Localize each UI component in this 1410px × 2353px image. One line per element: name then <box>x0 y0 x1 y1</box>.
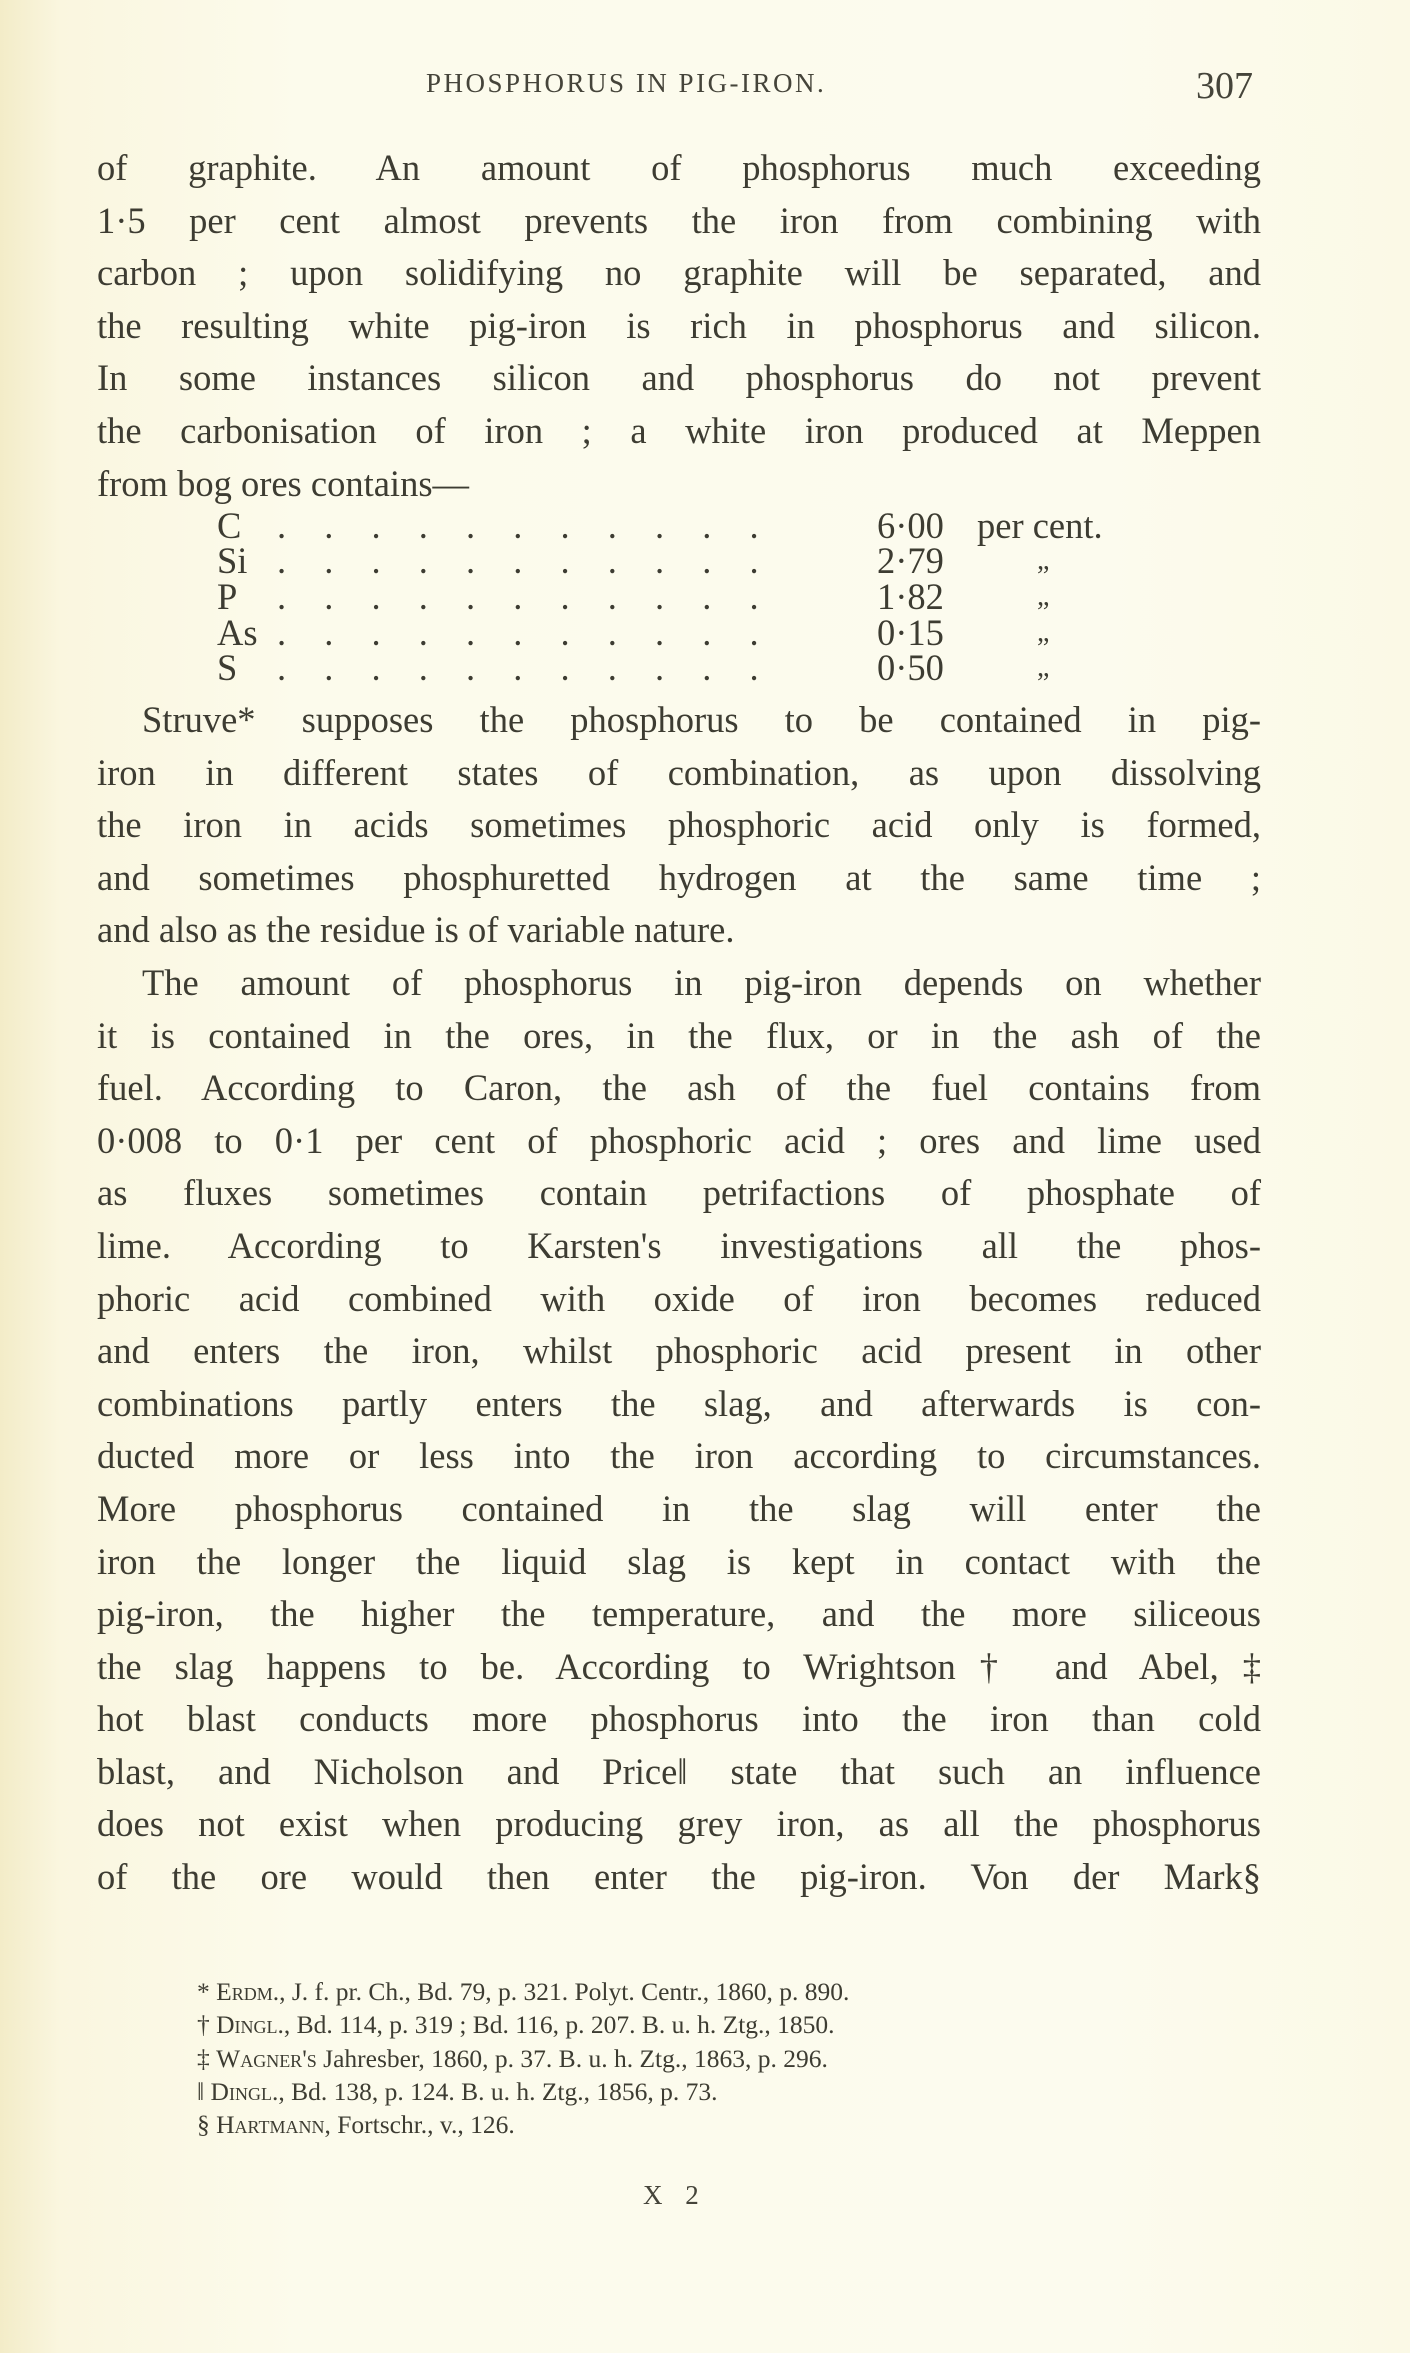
leader-dots: . . . . . . . . . . . <box>277 504 774 546</box>
signature-mark: X 2 <box>643 2180 707 2210</box>
footnote-author: Dingl. <box>216 2010 284 2040</box>
text-line: Struve* supposes the phosphorus to be contained in pig- <box>142 699 1261 740</box>
element-symbol: Si <box>217 540 248 582</box>
footnote <box>197 2008 1247 2041</box>
ditto-mark: „ <box>1037 580 1050 612</box>
footnote-text: , Bd. 114, p. 319 ; Bd. 116, p. 207. B. u. h. Ztg., 1850. <box>283 2010 835 2040</box>
element-symbol: C <box>217 504 242 546</box>
table-row <box>97 575 1261 617</box>
table-row <box>97 540 1261 582</box>
percent-value: 0·15 <box>877 611 944 653</box>
running-head <box>0 66 1410 106</box>
element-symbol: P <box>217 575 238 617</box>
text-line: More phosphorus contained in the slag will enter the <box>97 1487 1261 1529</box>
percent-value: 0·50 <box>877 647 944 689</box>
table-row <box>97 611 1261 653</box>
text-line: the carbonisation of iron ; a white iron produced at Meppen <box>97 409 1261 451</box>
text-line: and enters the iron, whilst phosphoric acid present in other <box>97 1330 1261 1372</box>
footnote-mark: † <box>197 2010 210 2040</box>
paragraph-1 <box>97 142 1261 502</box>
text-line: fuel. According to Caron, the ash of the fuel contains from <box>97 1067 1261 1109</box>
text-line: In some instances silicon and phosphorus do not prevent <box>97 357 1261 399</box>
footnote-text: , J. f. pr. Ch., Bd. 79, p. 321. Polyt. Centr., 1860, p. 890. <box>279 1977 850 2006</box>
footnote-author: Hartmann <box>216 2110 325 2140</box>
ditto-mark: „ <box>1037 652 1050 684</box>
text-line: of graphite. An amount of phosphorus much exceeding <box>97 147 1261 188</box>
body-text <box>97 142 1261 1904</box>
text-line: lime. According to Karsten's investigations all the phos- <box>97 1224 1261 1266</box>
running-title: PHOSPHORUS IN PIG-IRON. <box>426 68 827 98</box>
footnote-text: , Fortschr., v., 126. <box>324 2110 515 2140</box>
percent-value: 1·82 <box>877 575 944 617</box>
text-line: iron in different states of combination, as upon dissolving <box>97 751 1261 793</box>
text-line: combinations partly enters the slag, and afterwards is con- <box>97 1382 1261 1424</box>
paragraph-3 <box>97 957 1261 1904</box>
percent-value: 6·00 <box>877 504 944 546</box>
text-line: it is contained in the ores, in the flux, or in the ash of the <box>97 1014 1261 1056</box>
leader-dots: . . . . . . . . . . . <box>277 540 774 582</box>
text-line: pig-iron, the higher the temperature, and the more siliceous <box>97 1593 1261 1635</box>
footnote-mark: ‡ <box>197 2043 210 2073</box>
ditto-mark: „ <box>1037 545 1050 577</box>
text-line: as fluxes sometimes contain petrifactions of phosphate of <box>97 1172 1261 1214</box>
text-line: carbon ; upon solidifying no graphite will be separated, and <box>97 252 1261 294</box>
text-line: the resulting white pig-iron is rich in phosphorus and silicon. <box>97 304 1261 346</box>
text-line: and also as the residue is of variable nature. <box>97 909 735 951</box>
page-number: 307 <box>1196 65 1253 107</box>
element-symbol: S <box>217 647 238 689</box>
composition-table <box>97 502 1261 694</box>
leader-dots: . . . . . . . . . . . <box>277 647 774 689</box>
paragraph-2 <box>97 694 1261 957</box>
footnotes <box>197 1975 1247 2141</box>
unit-label: per cent. <box>977 504 1103 546</box>
text-line: the iron in acids sometimes phosphoric acid only is formed, <box>97 804 1261 846</box>
leader-dots: . . . . . . . . . . . <box>277 575 774 617</box>
text-line: and sometimes phosphuretted hydrogen at the same time ; <box>97 856 1261 898</box>
footnote-mark: ‖ <box>197 2076 205 2106</box>
percent-value: 2·79 <box>877 540 944 582</box>
element-symbol: As <box>217 611 258 653</box>
footnote-author: Erdm. <box>216 1977 280 2006</box>
text-line: does not exist when producing grey iron, as all the phosphorus <box>97 1803 1261 1845</box>
text-line: ducted more or less into the iron according to circumstances. <box>97 1435 1261 1477</box>
table-row <box>97 647 1261 689</box>
footnote <box>197 2108 1247 2141</box>
footnote-mark: § <box>197 2110 210 2140</box>
footnote <box>197 1975 1247 2008</box>
text-line: hot blast conducts more phosphorus into the iron than cold <box>97 1698 1261 1740</box>
text-line: phoric acid combined with oxide of iron becomes reduced <box>97 1277 1261 1319</box>
text-line: from bog ores contains— <box>97 462 470 504</box>
ditto-mark: „ <box>1037 616 1050 648</box>
footnote-mark: * <box>197 1977 210 2006</box>
text-line: iron the longer the liquid slag is kept in contact with the <box>97 1540 1261 1582</box>
footnote-author: Wagner's <box>216 2043 317 2073</box>
text-line: 0·008 to 0·1 per cent of phosphoric acid ; ores and lime used <box>97 1119 1261 1161</box>
text-line: blast, and Nicholson and Price‖ state that such an influence <box>97 1750 1261 1792</box>
footnote <box>197 2042 1247 2075</box>
text-line: The amount of phosphorus in pig-iron depends on whether <box>142 961 1261 1003</box>
text-line: the slag happens to be. According to Wrightson† and Abel,‡ <box>97 1645 1261 1687</box>
leader-dots: . . . . . . . . . . . <box>277 611 774 653</box>
footnote-text: Jahresber, 1860, p. 37. B. u. h. Ztg., 1863, p. 296. <box>316 2043 828 2073</box>
footnote-text: , Bd. 138, p. 124. B. u. h. Ztg., 1856, p. 73. <box>278 2076 718 2106</box>
footnote-author: Dingl. <box>210 2076 279 2106</box>
text-line: of the ore would then enter the pig-iron. Von der Mark§ <box>97 1856 1261 1898</box>
footnote <box>197 2075 1247 2108</box>
table-row <box>97 504 1261 546</box>
text-line: 1·5 per cent almost prevents the iron from combining with <box>97 199 1261 241</box>
